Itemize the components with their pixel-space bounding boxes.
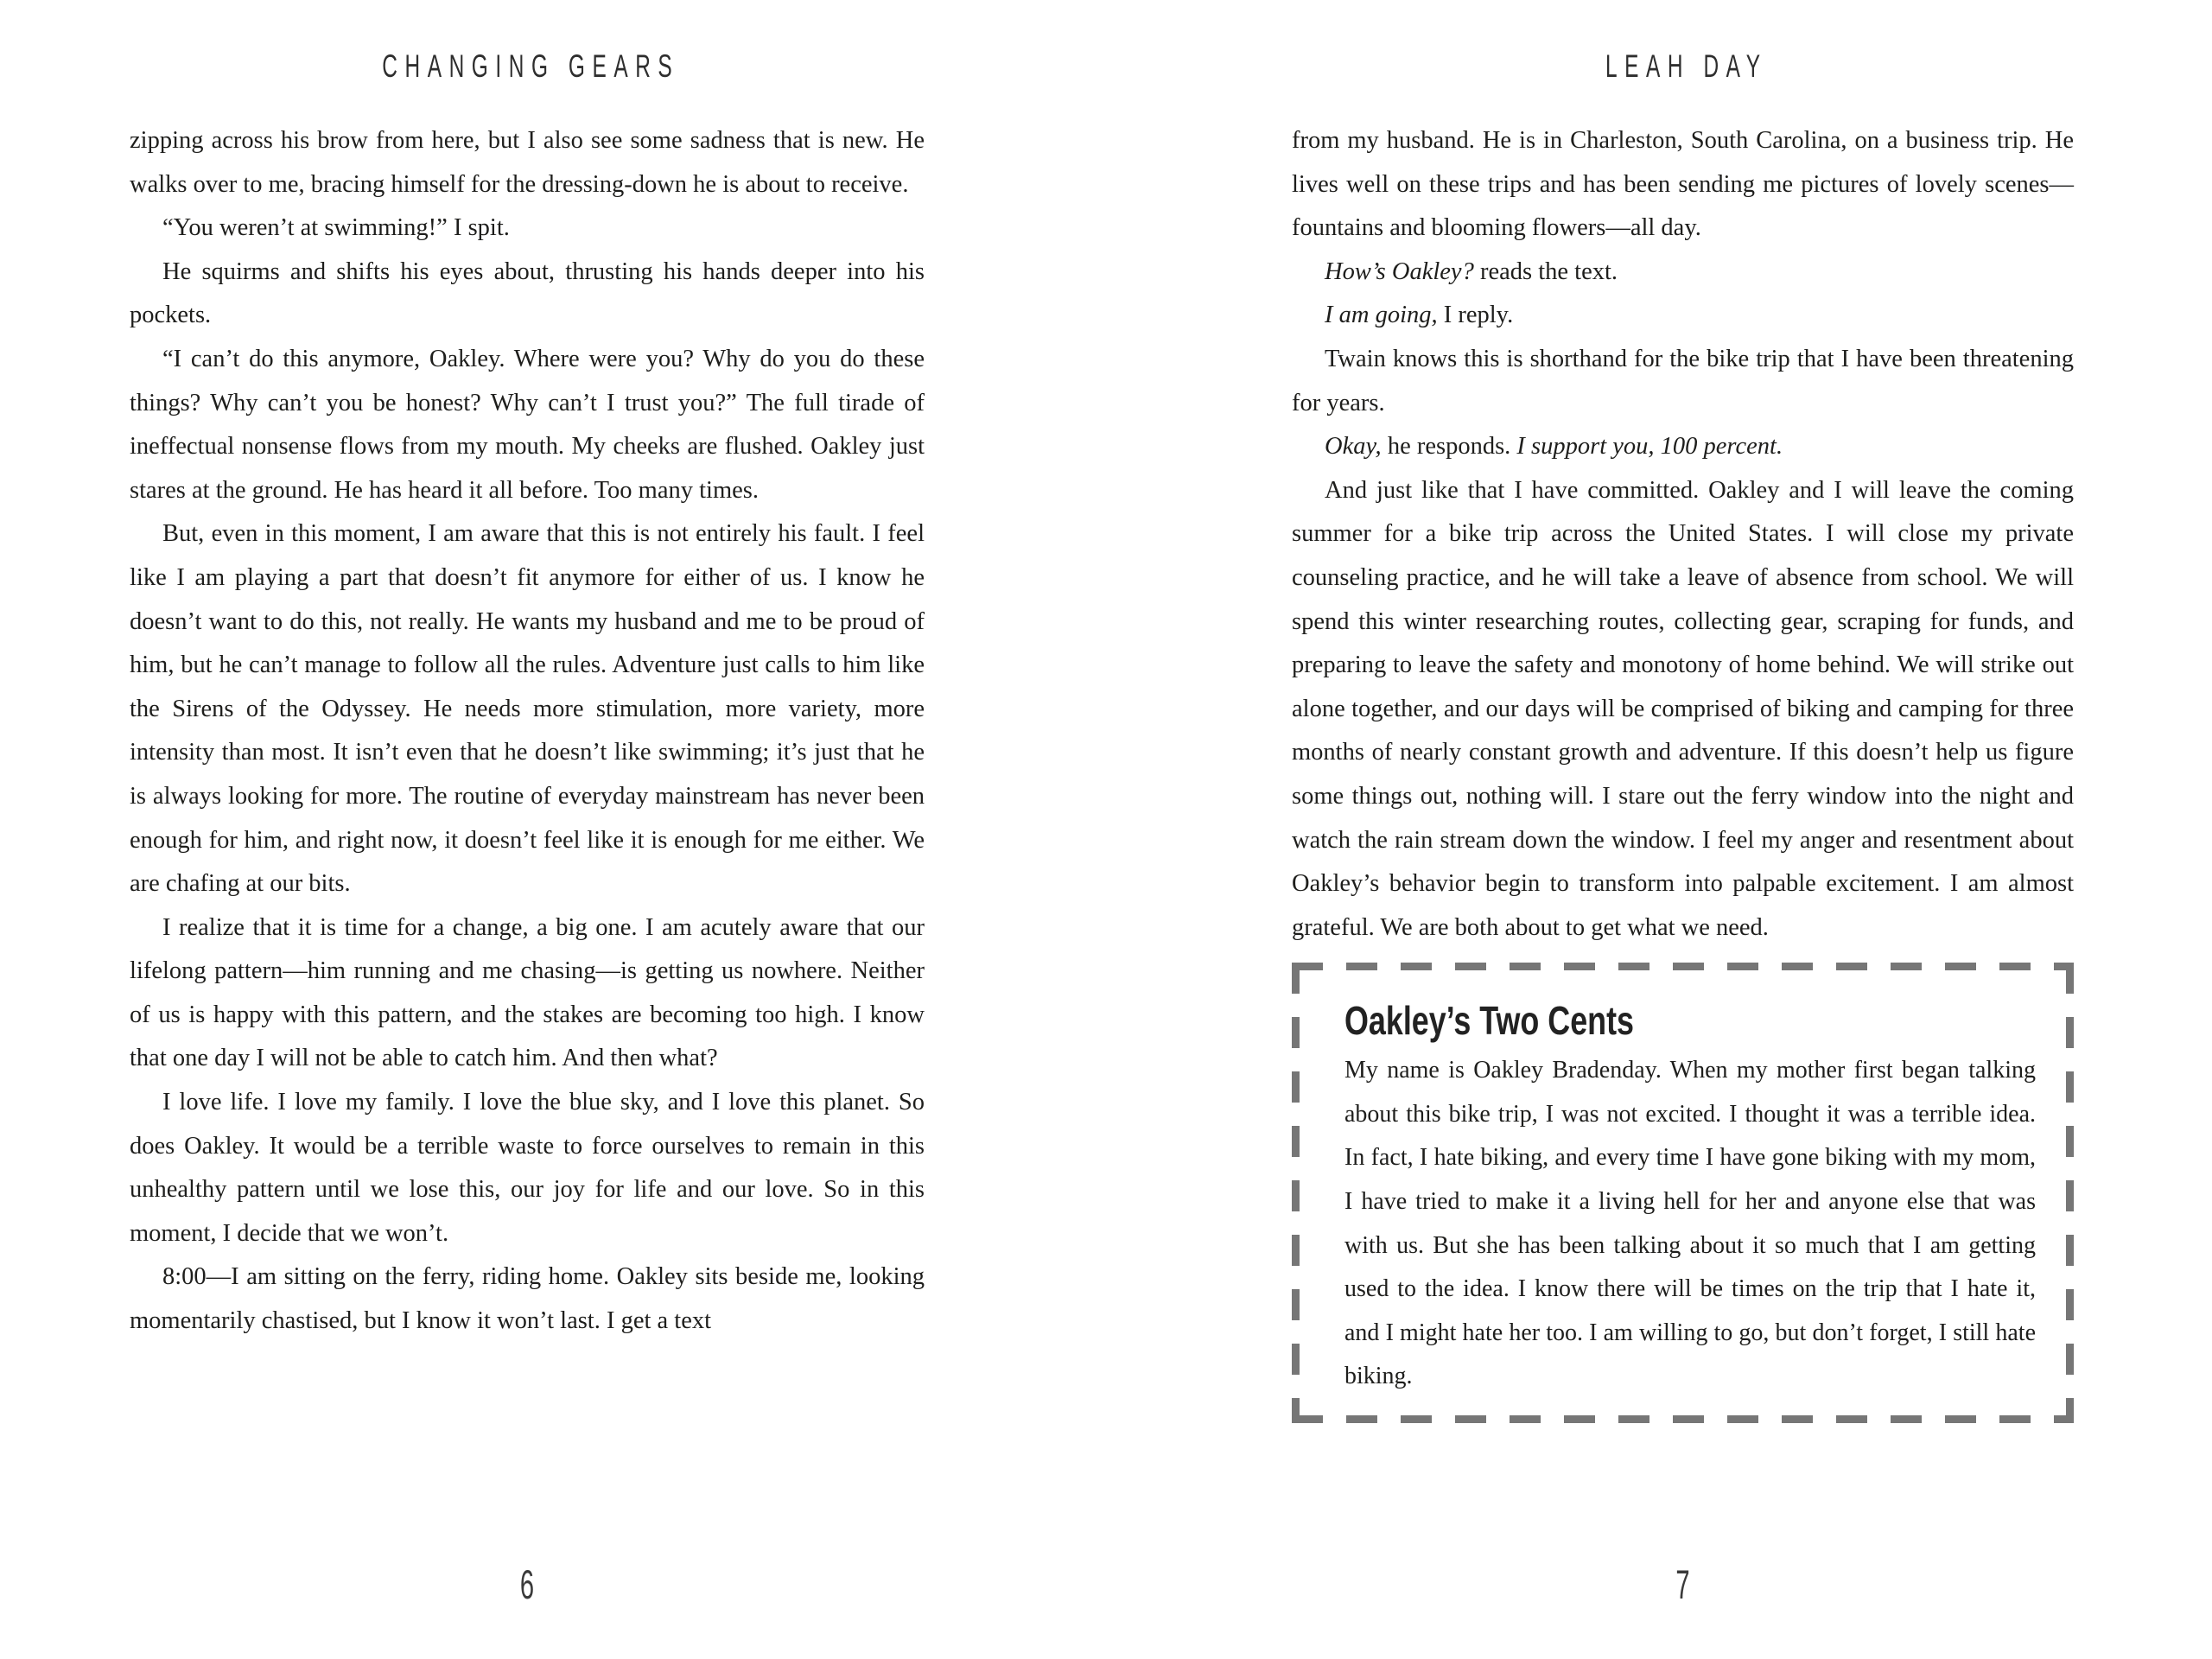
text-run: But, even in this moment, I am aware that this is not entirely his fault. I feel like I am playing a part that doesn’t fit anymore for either of us. I know he doesn’t want to do this, not really. He wants my husband and me to be proud of him, but he can’t manage to follow all the rules. Adventure just calls to him like the Sirens of the Odyssey. He needs more stimulation, more variety, more intensity than most. It isn’t even that he doesn’t like swimming; it’s just that he is always looking for more. The routine of everyday mainstream has never been enough for him, and right now, it doesn’t feel like it is enough for me either. We are chafing at our bits. <box>130 520 925 898</box>
paragraph <box>130 1255 925 1343</box>
text-run: I realize that it is time for a change, a big one. I am acutely aware that our lifelong pattern—him running and me chasing—is getting us nowhere. Neither of us is happy with this pattern, and the stakes are becoming too high. I know that one day I will not be able to catch him. And then what? <box>130 913 925 1072</box>
paragraph <box>130 512 925 906</box>
paragraph <box>1292 294 2074 338</box>
running-header-left: CHANGING GEARS <box>382 48 680 84</box>
text-run: My name is Oakley Bradenday. When my mother first began talking about this bike trip, I was not excited. I thought it was a terrible idea. In fact, I hate biking, and every time I have gone biking with my mom, I have tried to make it a living hell for her and anyone else that was with us. But she has been talking about it so much that I am getting used to the idea. I know there will be times on the trip that I hate it, and I might hate her too. I am willing to go, but don’t forget, I still hate biking. <box>1344 1057 2036 1390</box>
paragraph <box>130 338 925 512</box>
paragraph <box>1292 338 2074 425</box>
paragraph <box>130 207 925 251</box>
paragraph <box>130 119 925 207</box>
paragraph <box>1344 1049 2036 1399</box>
paragraph <box>1292 119 2074 251</box>
text-run: I reply. <box>1437 302 1514 329</box>
text-run: “You weren’t at swimming!” I spit. <box>162 214 510 242</box>
text-run: from my husband. He is in Charleston, South Carolina, on a business trip. He lives well on these trips and has been sending me pictures of lovely scenes—fountains and blooming flowers—all day. <box>1292 127 2074 242</box>
callout-body <box>1344 1049 2036 1399</box>
text-run: And just like that I have committed. Oakley and I will leave the coming summer for a bike trip across the United States. I will close my private counseling practice, and he will take a leave of absence from school. We will spend this winter researching routes, collecting gear, scraping for funds, and preparing to leave the safety and monotony of home behind. We will strike out alone together, and our days will be comprised of biking and camping for three months of nearly constant growth and adventure. If this doesn’t help us figure some things out, nothing will. I stare out the ferry window into the night and watch the rain stream down the window. I feel my anger and resentment about Oakley’s behavior begin to transform into palpable excitement. I am almost grateful. We are both about to get what we need. <box>1292 476 2074 941</box>
paragraph <box>130 251 925 338</box>
text-run: “I can’t do this anymore, Oakley. Where were you? Why do you do these things? Why can’t you be honest? Why can’t I trust you?” The full tirade of ineffectual nonsense flows from my mouth. My cheeks are flushed. Oakley just stares at the ground. He has heard it all before. Too many times. <box>130 345 925 504</box>
paragraph <box>1292 251 2074 295</box>
text-run: I love life. I love my family. I love the blue sky, and I love this planet. So does Oakley. It would be a terrible waste to force ourselves to remain in this unhealthy pattern until we lose this, our joy for life and our love. So in this moment, I decide that we won’t. <box>130 1089 925 1247</box>
text-run: zipping across his brow from here, but I also see some sadness that is new. He walks over to me, bracing himself for the dressing-down he is about to receive. <box>130 127 925 198</box>
paragraph <box>130 1081 925 1255</box>
page-number-right: 7 <box>1675 1561 1690 1607</box>
text-run: 8:00—I am sitting on the ferry, riding home. Oakley sits beside me, looking momentarily chastised, but I know it won’t last. I get a text <box>130 1263 925 1335</box>
paragraph <box>1292 469 2074 950</box>
running-header-right: LEAH DAY <box>1605 48 1768 84</box>
page-number-left: 6 <box>519 1561 535 1607</box>
text-run: reads the text. <box>1473 257 1618 285</box>
text-run: He squirms and shifts his eyes about, thrusting his hands deeper into his pockets. <box>130 257 925 329</box>
paragraph <box>130 906 925 1081</box>
right-page <box>1292 0 2074 1659</box>
right-page-paragraphs <box>1292 119 2074 950</box>
italic-text-run: Okay, <box>1325 433 1382 461</box>
italic-text-run: How’s Oakley? <box>1325 257 1474 285</box>
text-run: Twain knows this is shorthand for the bike trip that I have been threatening for years. <box>1292 345 2074 416</box>
text-run: he responds. <box>1381 433 1517 461</box>
italic-text-run: I support you, 100 percent. <box>1516 433 1783 461</box>
callout-box <box>1292 963 2074 1423</box>
left-page-body <box>130 119 925 1344</box>
left-page <box>130 0 925 1659</box>
paragraph <box>1292 425 2074 469</box>
callout-title: Oakley’s Two Cents <box>1344 998 1634 1044</box>
italic-text-run: I am going, <box>1325 302 1438 329</box>
right-page-body <box>1292 119 2074 1423</box>
